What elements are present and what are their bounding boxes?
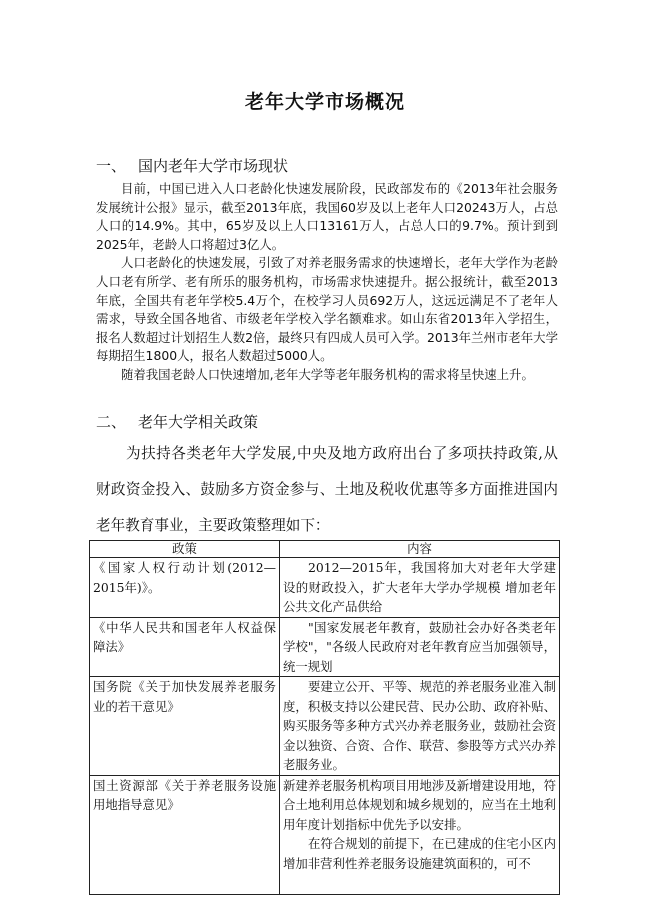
table-header-content: 内容 (280, 541, 560, 558)
document-title: 老年大学市场概况 (244, 91, 405, 113)
section-2-intro-text: 为扶持各类老年大学发展,中央及地方政府出台了多项扶持政策,从财政资金投入、鼓励多方资金参与、土地及税收优惠等多方面推进国内老年教育事业，主要政策整理如下： (96, 445, 558, 534)
section-1-paragraph: 目前，中国已进入人口老龄化快速发展阶段，民政部发布的《2013年社会服务发展统计公报》显示，截至2013年底，我国60岁及以上老年人口20243万人，占总人口的14.9%。其中，65岁及以上人口13161万人，占总人口的9.7%。预计到到2025年，老龄人口将超过3亿人。 (96, 181, 558, 252)
policy-table (89, 540, 560, 895)
content-clip (283, 776, 556, 894)
section-1-heading (96, 155, 288, 176)
content-cell (280, 677, 560, 776)
table-row (90, 677, 560, 776)
content-text: 在符合规划的前提下，在已建成的住宅小区内增加非营利性养老服务设施建筑面积的，可不 (283, 836, 556, 871)
content-text: 2012—2015年，我国将加大对老年大学建设的财政投入，扩大老年大学办学规模 增加老年公共文化产品供给 (283, 560, 556, 614)
section-1-body (96, 180, 558, 385)
table-row (90, 775, 560, 894)
content-cell (280, 558, 560, 618)
table-header-policy: 政策 (90, 541, 280, 558)
content-text: "国家发展老年教育，鼓励社会办好各类老年学校"，"各级人民政府对老年教育应当加强领导，统一规划 (283, 619, 556, 674)
section-1-title: 国内老年大学市场现状 (138, 157, 289, 175)
content-text: 新建养老服务机构项目用地涉及新增建设用地，符合土地利用总体规划和城乡规划的，应当在土地利用年度计划指标中优先予以安排。 (283, 777, 556, 832)
section-1-number: 一、 (96, 157, 127, 175)
policy-cell: 《国家人权行动计划(2012—2015年)》。 (90, 558, 280, 618)
section-2-number: 二、 (96, 413, 127, 431)
policy-cell: 国土资源部《关于养老服务设施用地指导意见》 (90, 775, 280, 894)
policy-cell: 《中华人民共和国老年人权益保障法》 (90, 617, 280, 677)
section-2-intro (96, 436, 558, 544)
content-cell (280, 617, 560, 677)
section-1-paragraph: 人口老龄化的快速发展，引致了对养老服务需求的快速增长，老年大学作为老龄人口老有所学、老有所乐的服务机构，市场需求快速提升。据公报统计，截至2013年底，全国共有老年学校5.4万个，在校学习人员692万人，这远远满足不了老年人需求，导致全国各地省、市级老年学校入学名额难求。如山东省2013年入学招生，报名人数超过计划招生人数2倍，最终只有四成人员可入学。2013年兰州市老年大学每期招生1800人，报名人数超过5000人。 (96, 255, 558, 364)
section-2-title: 老年大学相关政策 (138, 413, 259, 431)
section-1-paragraph: 随着我国老龄人口快速增加,老年大学等老年服务机构的需求将呈快速上升。 (121, 366, 534, 382)
content-cell (280, 775, 560, 894)
policy-cell: 国务院《关于加快发展养老服务业的若干意见》 (90, 677, 280, 776)
section-2-heading (96, 411, 258, 432)
content-text: 要建立公开、平等、规范的养老服务业准入制度，积极支持以公建民营、民办公助、政府补贴、购买服务等多种方式兴办养老服务业，鼓励社会资金以独资、合资、合作、联营、参股等方式兴办养老服务业。 (283, 679, 556, 772)
table-row (90, 617, 560, 677)
table-row (90, 558, 560, 618)
table-header-row (90, 541, 560, 558)
